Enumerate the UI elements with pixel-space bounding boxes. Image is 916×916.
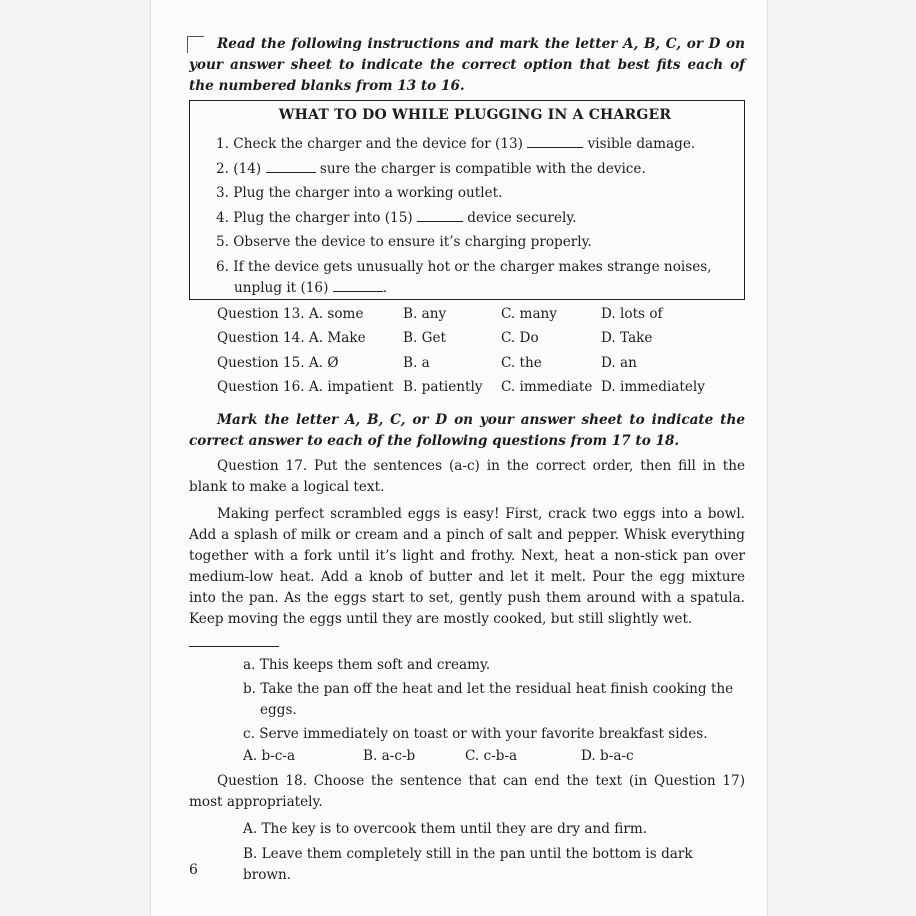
sentence-b: b. Take the pan off the heat and let the residual heat finish cooking the eggs. (243, 680, 734, 718)
blank-14 (266, 160, 316, 173)
question-13: Question 13. A. some B. any C. many D. lots of (217, 305, 663, 322)
step-item: 2. (14) sure the charger is compatible with the device. (216, 160, 646, 177)
answer-blank-line (189, 634, 279, 647)
blank-15 (417, 209, 463, 222)
question-18-prompt: Question 18. Choose the sentence that can end the text (in Question 17) most appropriately. (189, 772, 745, 810)
instructions-13-16: Read the following instructions and mark the letter A, B, C, or D on your answer sheet to indicate the correct option that best fits each of the numbered blanks from 13 to 16. (189, 36, 745, 94)
q18-option-b: B. Leave them completely still in the pan until the bottom is dark brown. (243, 845, 693, 883)
scrambled-eggs-text: Making perfect scrambled eggs is easy! First, crack two eggs into a bowl. Add a splash of milk or cream and a pinch of salt and pepper. Whisk everything together with a fork until it’s light and frothy. Next, heat a non-stick pan over medium-low heat. Add a knob of butter and let it melt. Pour the egg mixture into the pan. As the eggs start to set, gently push them around with a spatula. Keep moving the eggs until they are mostly cooked, but still slightly wet. (189, 505, 745, 627)
q18-options (243, 819, 745, 886)
question-14: Question 14. A. Make B. Get C. Do D. Take (217, 330, 653, 346)
q17-options: A. b-c-a B. a-c-b C. c-b-a D. b-a-c (243, 747, 634, 764)
page-content (189, 34, 745, 886)
q18-option-a: A. The key is to overcook them until they are dry and firm. (243, 820, 648, 837)
question-17-prompt: Question 17. Put the sentences (a-c) in the correct order, then fill in the blank to make a logical text. (189, 457, 745, 495)
step-item: 5. Observe the device to ensure it’s charging properly. (216, 234, 592, 250)
sentence-c: c. Serve immediately on toast or with your favorite breakfast sides. (243, 725, 708, 742)
step-item: 4. Plug the charger into (15) device securely. (216, 209, 577, 226)
charger-instructions-box (189, 100, 745, 300)
sentence-a: a. This keeps them soft and creamy. (243, 656, 491, 673)
question-16: Question 16. A. impatient B. patiently C. immediate D. immediately (217, 379, 705, 395)
page-number: 6 (189, 862, 198, 878)
q17-sentences (243, 655, 745, 745)
blank-16 (333, 279, 383, 292)
step-item: 1. Check the charger and the device for (13) visible damage. (216, 136, 696, 152)
blank-13 (527, 135, 583, 148)
bracket-mark (187, 36, 204, 53)
book-page (150, 0, 768, 916)
instructions-17-18: Mark the letter A, B, C, or D on your answer sheet to indicate the correct answer to each of the following questions from 17 to 18. (189, 411, 745, 449)
box-title: WHAT TO DO WHILE PLUGGING IN A CHARGER (278, 107, 672, 123)
question-15: Question 15. A. Ø B. a C. the D. an (217, 354, 637, 371)
step-item: 3. Plug the charger into a working outlet. (216, 185, 503, 201)
steps-list (216, 134, 734, 299)
step-item: 6. If the device gets unusually hot or the charger makes strange noises, unplug it (16) . (216, 258, 712, 296)
